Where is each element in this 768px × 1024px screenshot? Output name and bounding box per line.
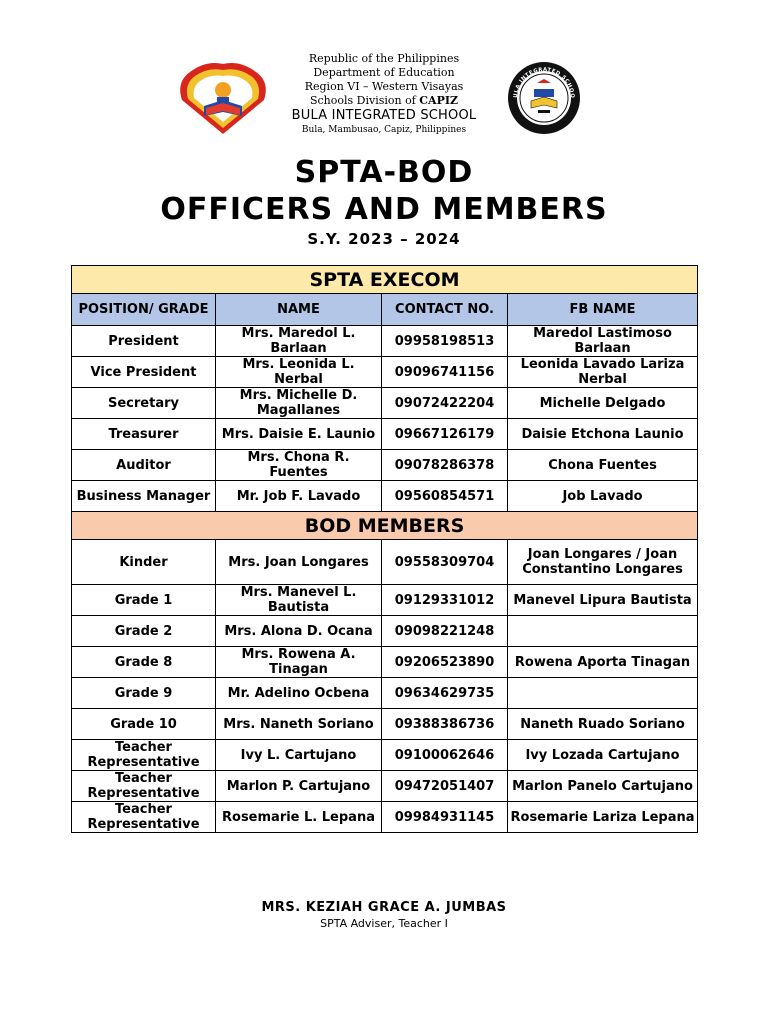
table-row <box>72 771 698 802</box>
cell-name: Mrs. Alona D. Ocana <box>216 616 382 647</box>
cell-position: Grade 8 <box>72 647 216 678</box>
header-school-name: BULA INTEGRATED SCHOOL <box>291 108 477 123</box>
school-year: S.Y. 2023 – 2024 <box>307 230 461 248</box>
cell-fb-name: Ivy Lozada Cartujano <box>508 740 698 771</box>
cell-contact: 09388386736 <box>382 709 508 740</box>
cell-position: President <box>72 326 216 357</box>
execom-rows <box>72 326 698 512</box>
header-division-name: CAPIZ <box>419 94 459 107</box>
cell-name: Mrs. Michelle D. Magallanes <box>216 388 382 419</box>
cell-name: Mrs. Maredol L. Barlaan <box>216 326 382 357</box>
table-row <box>72 326 698 357</box>
signatory-name: MRS. KEZIAH GRACE A. JUMBAS <box>261 900 507 915</box>
cell-contact: 09078286378 <box>382 450 508 481</box>
cell-name: Mr. Job F. Lavado <box>216 481 382 512</box>
cell-contact: 09100062646 <box>382 740 508 771</box>
bod-title: BOD MEMBERS <box>72 512 698 540</box>
table-row <box>72 740 698 771</box>
cell-contact: 09098221248 <box>382 616 508 647</box>
cell-position: Secretary <box>72 388 216 419</box>
cell-fb-name: Rowena Aporta Tinagan <box>508 647 698 678</box>
cell-contact: 09667126179 <box>382 419 508 450</box>
col-name: NAME <box>216 294 382 326</box>
bod-rows <box>72 540 698 833</box>
cell-position: Auditor <box>72 450 216 481</box>
cell-contact: 09129331012 <box>382 585 508 616</box>
cell-name: Ivy L. Cartujano <box>216 740 382 771</box>
officers-table <box>71 265 698 833</box>
cell-name: Mrs. Leonida L. Nerbal <box>216 357 382 388</box>
cell-fb-name: Naneth Ruado Soriano <box>508 709 698 740</box>
cell-position: Grade 1 <box>72 585 216 616</box>
header-department: Department of Education <box>313 66 455 79</box>
table-row <box>72 419 698 450</box>
table-row <box>72 585 698 616</box>
cell-name: Mrs. Daisie E. Launio <box>216 419 382 450</box>
column-header-row <box>72 294 698 326</box>
cell-fb-name: Job Lavado <box>508 481 698 512</box>
cell-name: Mrs. Joan Longares <box>216 540 382 585</box>
cell-fb-name <box>508 616 698 647</box>
page-title-line2: OFFICERS AND MEMBERS <box>160 192 608 227</box>
seal-right-text: ULA INTEGRATED SCHOO <box>512 66 576 99</box>
cell-name: Mrs. Naneth Soriano <box>216 709 382 740</box>
cell-name: Marlon P. Cartujano <box>216 771 382 802</box>
cell-position: Treasurer <box>72 419 216 450</box>
header-division-prefix: Schools Division of <box>309 94 420 107</box>
cell-contact: 09472051407 <box>382 771 508 802</box>
cell-fb-name: Daisie Etchona Launio <box>508 419 698 450</box>
cell-fb-name: Leonida Lavado Lariza Nerbal <box>508 357 698 388</box>
table-row <box>72 802 698 833</box>
table-row <box>72 678 698 709</box>
page-title-line1: SPTA-BOD <box>294 155 474 190</box>
table-row <box>72 709 698 740</box>
table-row <box>72 540 698 585</box>
cell-fb-name: Chona Fuentes <box>508 450 698 481</box>
letterhead <box>0 52 768 136</box>
table-row <box>72 647 698 678</box>
cell-fb-name: Michelle Delgado <box>508 388 698 419</box>
cell-position: Teacher Representative <box>72 802 216 833</box>
cell-name: Mrs. Rowena A. Tinagan <box>216 647 382 678</box>
header-division <box>0 94 768 108</box>
cell-fb-name: Manevel Lipura Bautista <box>508 585 698 616</box>
cell-fb-name: Rosemarie Lariza Lepana <box>508 802 698 833</box>
cell-position: Grade 9 <box>72 678 216 709</box>
table-row <box>72 388 698 419</box>
table-row <box>72 616 698 647</box>
col-contact: CONTACT NO. <box>382 294 508 326</box>
cell-contact: 09072422204 <box>382 388 508 419</box>
cell-position: Teacher Representative <box>72 740 216 771</box>
cell-contact: 09634629735 <box>382 678 508 709</box>
cell-position: Vice President <box>72 357 216 388</box>
bod-section-header <box>72 512 698 540</box>
cell-position: Business Manager <box>72 481 216 512</box>
cell-contact: 09958198513 <box>382 326 508 357</box>
cell-contact: 09206523890 <box>382 647 508 678</box>
col-fb-name: FB NAME <box>508 294 698 326</box>
cell-contact: 09560854571 <box>382 481 508 512</box>
header-address: Bula, Mambusao, Capiz, Philippines <box>301 125 467 135</box>
cell-fb-name: Maredol Lastimoso Barlaan <box>508 326 698 357</box>
cell-position: Kinder <box>72 540 216 585</box>
cell-name: Mrs. Manevel L. Bautista <box>216 585 382 616</box>
signatory-role: SPTA Adviser, Teacher I <box>320 917 448 930</box>
cell-name: Mrs. Chona R. Fuentes <box>216 450 382 481</box>
cell-position: Teacher Representative <box>72 771 216 802</box>
table-row <box>72 450 698 481</box>
cell-fb-name <box>508 678 698 709</box>
cell-contact: 09096741156 <box>382 357 508 388</box>
table-row <box>72 357 698 388</box>
cell-name: Rosemarie L. Lepana <box>216 802 382 833</box>
cell-fb-name: Joan Longares / Joan Constantino Longares <box>508 540 698 585</box>
cell-name: Mr. Adelino Ocbena <box>216 678 382 709</box>
cell-fb-name: Marlon Panelo Cartujano <box>508 771 698 802</box>
table-row <box>72 481 698 512</box>
header-region: Region VI – Western Visayas <box>304 80 464 93</box>
cell-position: Grade 2 <box>72 616 216 647</box>
header-republic: Republic of the Philippines <box>308 52 460 65</box>
execom-title: SPTA EXECOM <box>72 266 698 294</box>
col-position: POSITION/ GRADE <box>72 294 216 326</box>
execom-section-header <box>72 266 698 294</box>
cell-contact: 09984931145 <box>382 802 508 833</box>
cell-position: Grade 10 <box>72 709 216 740</box>
cell-contact: 09558309704 <box>382 540 508 585</box>
